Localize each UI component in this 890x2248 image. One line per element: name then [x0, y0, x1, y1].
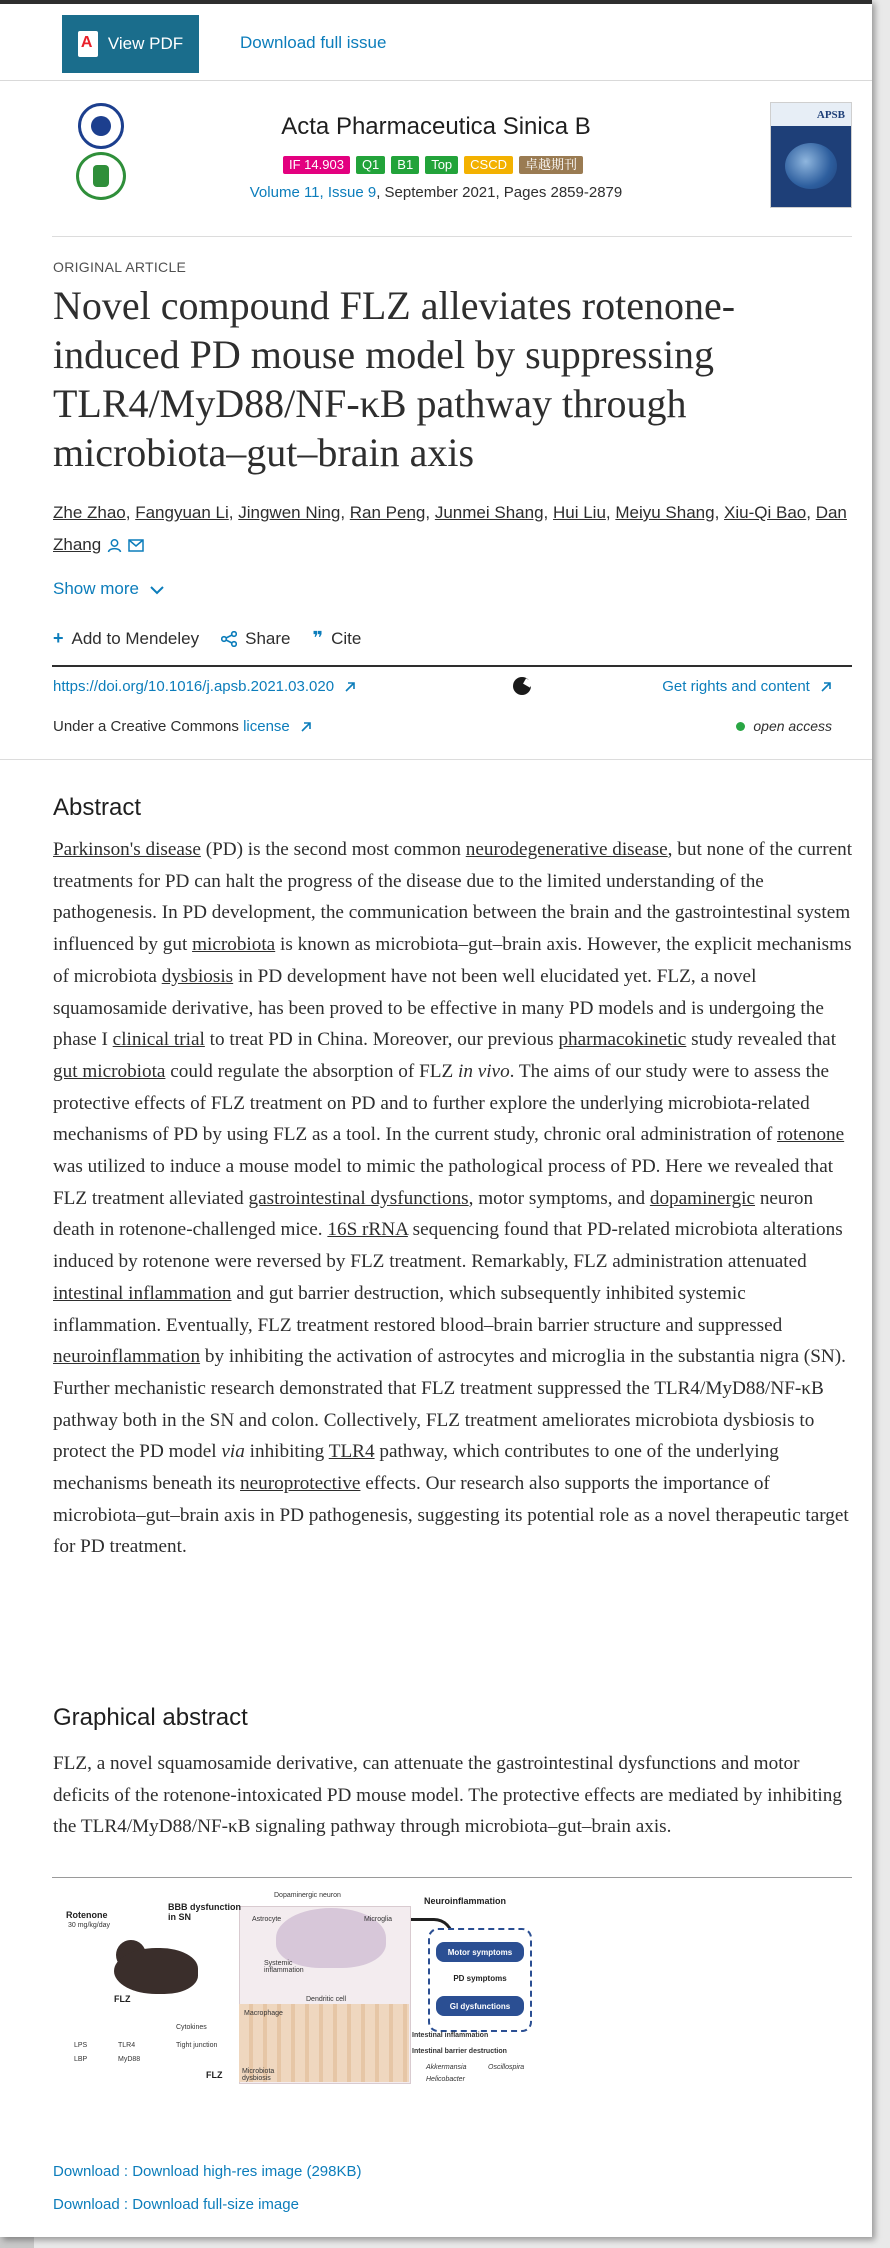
abstract-topic-link[interactable]: clinical trial [112, 1029, 205, 1051]
chevron-down-icon [150, 585, 164, 595]
article-actions [53, 628, 361, 649]
article-type-label: ORIGINAL ARTICLE [53, 259, 187, 275]
external-link-icon [300, 721, 312, 733]
abstract-topic-link[interactable]: neurodegenerative disease [465, 839, 668, 860]
view-pdf-button[interactable] [62, 15, 199, 73]
author-link[interactable]: Dan Zhang [53, 503, 847, 554]
abstract-topic-link[interactable]: dopaminergic [649, 1187, 756, 1209]
fig-bbb: BBB dysfunction in SN [168, 1902, 241, 1922]
journal-badge: Top [425, 156, 458, 174]
share-icon [221, 631, 237, 647]
external-link-icon [344, 681, 356, 693]
fig-lps: LPS [74, 2042, 88, 2049]
volume-details: , September 2021, Pages 2859-2879 [376, 184, 623, 201]
abstract-segment: , but none of the current treatments for PD can halt the progress of the disease due to the limited understanding of the pathogenesis. In PD development, the communication between the brain and the gastrointestinal system influenced by gut [53, 839, 853, 956]
abstract-segment: could regulate the absorption of FLZ [165, 1060, 458, 1082]
fig-flz-bottom: FLZ [206, 2070, 223, 2080]
email-icon[interactable] [128, 539, 144, 552]
fig-microbiota-dysbiosis: Microbiota dysbiosis [242, 2068, 275, 2082]
open-access-status [736, 718, 832, 734]
fig-rotenone: Rotenone [66, 1910, 108, 1920]
abstract-segment: in PD development have not been well elucidated yet. FLZ, a novel squamosamide derivative, has been proved to be effective in many PD models and is undergoing the phase I [53, 965, 824, 1051]
fig-barrier: Intestinal barrier destruction [412, 2048, 507, 2055]
license-line [53, 718, 312, 735]
journal-badge: Q1 [356, 156, 385, 174]
abstract-emphasis: via [221, 1441, 245, 1463]
cite-button[interactable] [312, 628, 361, 649]
fig-motor: Motor symptoms [436, 1942, 524, 1962]
abstract-segment: inhibiting [244, 1441, 329, 1463]
open-access-dot-icon [736, 722, 745, 731]
abstract-topic-link[interactable]: Parkinson's disease [53, 839, 201, 860]
fig-myd88: MyD88 [118, 2056, 141, 2063]
abstract-topic-link[interactable]: neuroprotective [240, 1473, 361, 1495]
abstract-segment: neuron death in rotenone-challenged mice. [53, 1187, 814, 1241]
figure-divider [52, 1877, 852, 1878]
fig-intestinal-inflammation: Intestinal inflammation [412, 2032, 489, 2039]
journal-title[interactable]: Acta Pharmaceutica Sinica B [281, 113, 591, 140]
graphical-abstract-figure[interactable] [56, 1892, 536, 2092]
abstract-segment: study revealed that [686, 1029, 837, 1051]
abstract-topic-link[interactable]: TLR4 [328, 1441, 375, 1463]
volume-line [0, 184, 872, 201]
fig-cytokines: Cytokines [176, 2024, 207, 2031]
graphical-abstract-heading: Graphical abstract [53, 1704, 248, 1731]
download-high-res-link[interactable]: Download : Download high-res image (298KB) [53, 2163, 362, 2180]
author-link[interactable]: Fangyuan Li [135, 503, 229, 522]
fig-helicobacter: Helicobacter [426, 2076, 465, 2083]
journal-badge: CSCD [464, 156, 513, 174]
header-divider [52, 236, 852, 237]
fig-neuroinflammation: Neuroinflammation [424, 1896, 507, 1906]
open-access-label: open access [753, 718, 832, 734]
article-info-divider [52, 665, 852, 667]
view-pdf-label: View PDF [107, 34, 184, 53]
cover-label: APSB [816, 109, 845, 121]
cover-artwork [785, 143, 837, 189]
abstract-topic-link[interactable]: rotenone [777, 1124, 845, 1146]
abstract-segment: and gut barrier destruction, which subsequently inhibited systemic inflammation. Eventually, FLZ treatment restored blood–brain barrier structure and suppressed [53, 1282, 783, 1336]
author-link[interactable]: Zhe Zhao [53, 503, 126, 522]
mendeley-label: Add to Mendeley [71, 628, 200, 648]
abstract-segment: . The aims of our study were to assess the protective effects of FLZ treatment on PD and to further explore the underlying microbiota-related mechanisms of PD by using FLZ as a tool. In the current study, chronic oral administration of [53, 1060, 830, 1146]
abstract-topic-link[interactable]: gut microbiota [53, 1060, 166, 1082]
abstract-segment: pathway, which contributes to one of the underlying mechanisms beneath its [53, 1441, 779, 1495]
journal-badge: 卓越期刊 [519, 156, 583, 174]
plus-icon: + [53, 628, 64, 648]
abstract-segment: was utilized to induce a mouse model to mimic the pathological process of PD. Here we revealed that FLZ treatment alleviated [53, 1156, 834, 1209]
abstract-segment: (PD) is the second most common [200, 839, 466, 860]
abstract-segment: , motor symptoms, and [468, 1187, 650, 1209]
figure-mouse [114, 1948, 198, 1994]
author-link[interactable]: Ran Peng [349, 503, 426, 522]
author-link[interactable]: Junmei Shang [434, 503, 544, 522]
rights-text: Get rights and content [662, 678, 810, 695]
fig-oscillospira: Oscillospira [488, 2064, 525, 2071]
fig-flz-label: FLZ [114, 1994, 131, 2004]
download-full-size-link[interactable]: Download : Download full-size image [53, 2196, 299, 2213]
journal-badge: B1 [391, 156, 419, 174]
fig-dopaminergic: Dopaminergic neuron [274, 1892, 341, 1899]
fig-astrocyte: Astrocyte [252, 1916, 282, 1923]
download-full-issue-link[interactable]: Download full issue [240, 33, 387, 52]
show-more-button[interactable] [53, 579, 164, 599]
abstract-topic-link[interactable]: neuroinflammation [53, 1346, 201, 1368]
fig-systemic: Systemic inflammation [264, 1960, 304, 1974]
journal-badges [283, 156, 583, 174]
abstract-segment: effects. Our research also supports the importance of microbiota–gut–brain axis in PD pathogenesis, suggesting its potential role as a novel therapeutic target for PD treatment. [53, 1473, 849, 1558]
fig-pd-symptoms: PD symptoms [453, 1974, 507, 1983]
cite-label: Cite [331, 628, 362, 648]
abstract-topic-link[interactable]: pharmacokinetic [558, 1029, 687, 1051]
rights-and-content-link[interactable] [662, 678, 832, 695]
author-link[interactable]: Hui Liu [552, 503, 606, 522]
license-link[interactable]: license [243, 718, 290, 735]
volume-issue-link[interactable]: Volume 11, Issue 9 [249, 184, 377, 201]
graphical-abstract-text: FLZ, a novel squamosamide derivative, can attenuate the gastrointestinal dysfunctions and motor deficits of the rotenone-intoxicated PD mouse model. The protective effects are mediated by inhibiting the TLR4/MyD88/NF-κB signaling pathway through microbiota–gut–brain axis. [53, 1753, 842, 1838]
author-list: Zhe Zhao, Fangyuan Li, Jingwen Ning, Ran Peng, Junmei Shang, Hui Liu, Meiyu Shang, Xiu-Qi Bao, Dan Zhang [53, 503, 847, 554]
share-label: Share [245, 628, 291, 648]
article-toolbar [0, 4, 872, 81]
pd-symptoms-box [428, 1928, 532, 2032]
license-prefix: Under a Creative Commons [53, 718, 239, 735]
abstract-segment: to treat PD in China. Moreover, our previous [204, 1029, 559, 1051]
show-more-label: Show more [53, 579, 139, 598]
share-button[interactable] [221, 628, 290, 649]
add-to-mendeley-button[interactable] [53, 628, 199, 649]
abstract-emphasis: in vivo [457, 1060, 510, 1082]
section-divider [0, 759, 872, 760]
abstract-topic-link[interactable]: dysbiosis [161, 965, 234, 987]
author-link[interactable]: Meiyu Shang [615, 503, 715, 522]
fig-lbp: LBP [74, 2056, 88, 2063]
doi-text: https://doi.org/10.1016/j.apsb.2021.03.020 [53, 678, 335, 695]
abstract-heading: Abstract [53, 794, 142, 821]
abstract-topic-link[interactable]: 16S rRNA [327, 1219, 408, 1241]
abstract-text [53, 834, 858, 1563]
abstract-segment: is known as microbiota–gut–brain axis. However, the explicit mechanisms of microbiota [53, 934, 852, 987]
fig-akkermansia: Akkermansia [426, 2064, 467, 2071]
fig-tlr4: TLR4 [118, 2042, 136, 2049]
abstract-topic-link[interactable]: intestinal inflammation [53, 1282, 232, 1304]
abstract-topic-link[interactable]: gastrointestinal dysfunctions [248, 1187, 469, 1209]
journal-badge: IF 14.903 [283, 156, 350, 174]
journal-cover-image[interactable] [770, 102, 852, 208]
fig-dendritic: Dendritic cell [306, 1996, 347, 2003]
abstract-topic-link[interactable]: microbiota [192, 934, 276, 956]
pdf-icon [78, 31, 98, 57]
external-link-icon [820, 681, 832, 693]
abstract-segment: sequencing found that PD-related microbiota alterations induced by rotenone were reversed by FLZ treatment. Remarkably, FLZ administration attenuated [53, 1219, 843, 1273]
fig-microglia: Microglia [364, 1916, 393, 1923]
quote-icon: ❞ [312, 628, 324, 648]
author-link[interactable]: Jingwen Ning [238, 503, 341, 522]
doi-link[interactable] [53, 678, 356, 695]
fig-dose: 30 mg/kg/day [68, 1922, 111, 1929]
abstract-segment: by inhibiting the activation of astrocytes and microglia in the substantia nigra (SN). Further mechanistic research demonstrated that FLZ treatment suppressed the TLR4/MyD88/NF-κB pathway both in the SN and colon. Collectively, FLZ treatment ameliorates microbiota dysbiosis to protect the PD model [53, 1346, 846, 1463]
author-link[interactable]: Xiu-Qi Bao [724, 503, 807, 522]
person-icon[interactable] [107, 538, 122, 553]
fig-macrophage: Macrophage [244, 2010, 283, 2017]
article-title: Novel compound FLZ alleviates rotenone-induced PD mouse model by suppressing TLR4/MyD88/NF-κB pathway through microbiota–gut–brain axis [53, 283, 736, 475]
open-access-logo-icon [513, 677, 531, 695]
fig-gi: GI dysfunctions [436, 1996, 524, 2016]
fig-tight: Tight junction [176, 2042, 218, 2049]
